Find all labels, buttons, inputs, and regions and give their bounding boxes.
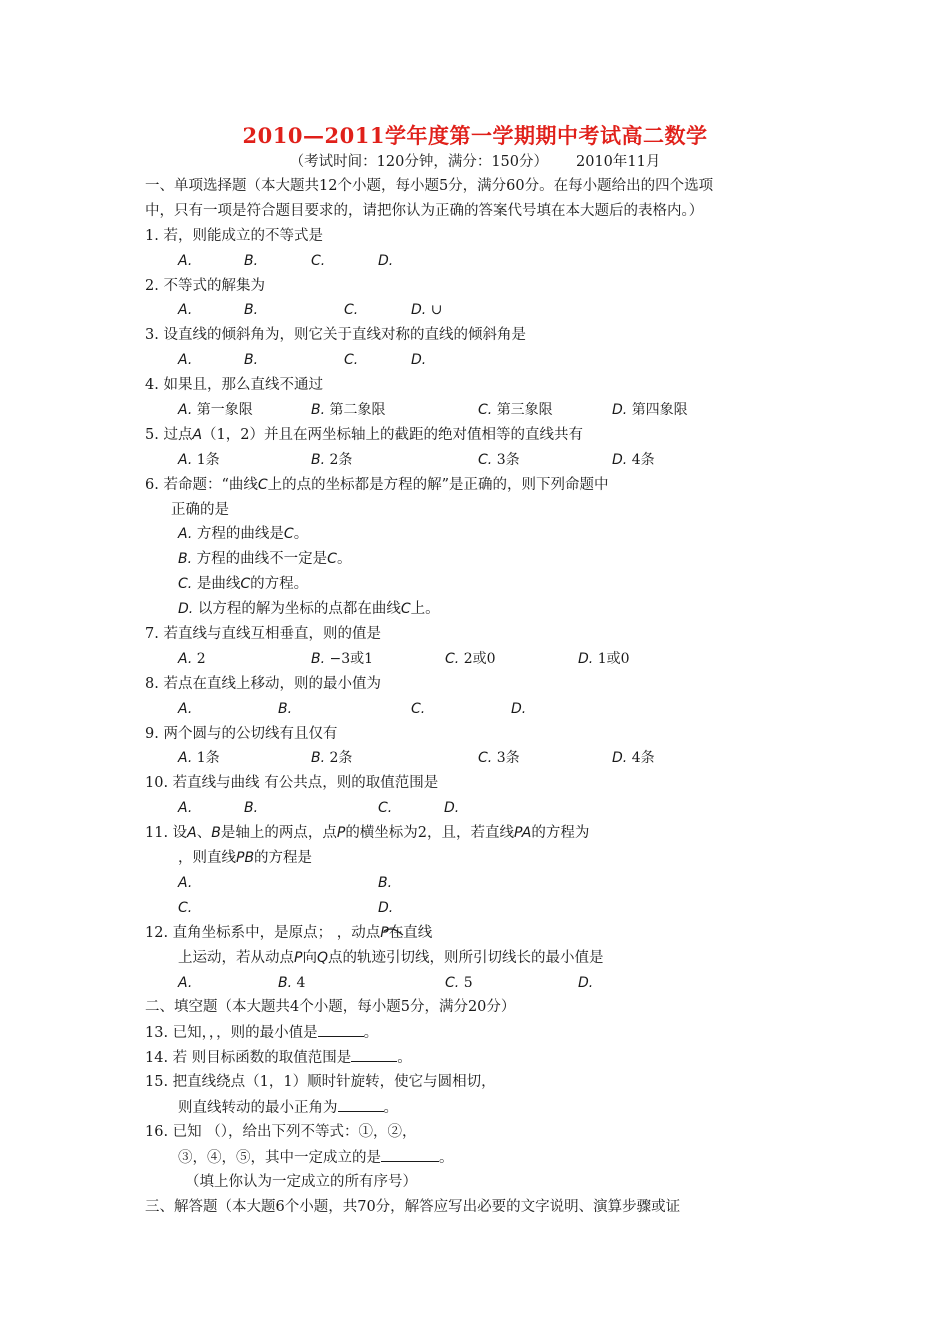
q2-option-a: A. <box>178 302 193 319</box>
q4-option-c: C. 第三象限 <box>478 402 553 419</box>
q12-option-b: B. 4 <box>278 974 306 991</box>
question-14: 14. 若 则目标函数的取值范围是 。 <box>145 1045 825 1070</box>
question-6-stem: 6. 若命题：“曲线C上的点的坐标都是方程的解”是正确的，则下列命题中 <box>145 476 609 493</box>
q8-option-c: C. <box>411 700 426 717</box>
q5-option-a: A. 1条 <box>178 451 220 468</box>
q3-option-c: C. <box>344 352 359 369</box>
q7-option-d: D. 1或0 <box>578 650 630 667</box>
q6-option-a: A. 方程的曲线是C。 <box>178 526 309 543</box>
q8-option-d: D. <box>511 700 527 717</box>
question-12-stem-cont: 上运动，若从动点P向Q点的轨迹引切线，则所引切线长的最小值是 <box>178 949 604 966</box>
question-16-line2: ③，④，⑤，其中一定成立的是 。 <box>145 1145 825 1170</box>
question-11-stem: 11. 设A、B是轴上的两点，点P的横坐标为2，且，若直线PA的方程为 <box>145 825 590 842</box>
q6-option-c: C. 是曲线C的方程。 <box>178 576 309 593</box>
q7-option-c: C. 2或0 <box>445 650 496 667</box>
question-4-stem: 4. 如果且，那么直线不通过 <box>145 377 323 394</box>
q14-answer-blank[interactable] <box>351 1045 397 1062</box>
question-3-stem: 3. 设直线的倾斜角为，则它关于直线对称的直线的倾斜角是 <box>145 327 526 344</box>
question-9-options <box>145 746 825 771</box>
q12-option-c: C. 5 <box>445 974 473 991</box>
section-one-heading: 一、单项选择题（本大题共12个小题，每小题5分，满分60分。在每小题给出的四个选项 <box>145 178 714 194</box>
exam-subtitle <box>0 150 950 171</box>
q9-option-b: B. 2条 <box>311 750 353 767</box>
q4-option-b: B. 第二象限 <box>311 402 386 419</box>
q12-option-d: D. <box>578 974 594 991</box>
question-8-stem: 8. 若点在直线上移动，则的最小值为 <box>145 675 381 692</box>
q11-option-c: C. <box>178 899 193 916</box>
q8-option-b: B. <box>278 700 293 717</box>
exam-title: 2010—2011学年度第一学期期中考试高二数学 <box>242 123 708 148</box>
exam-info: （考试时间：120分钟，满分：150分） <box>289 154 548 170</box>
q10-option-d: D. <box>444 800 460 817</box>
question-10-stem: 10. 若直线与曲线 有公共点，则的取值范围是 <box>145 775 439 792</box>
q6-option-d: D. 以方程的解为坐标的点都在曲线C上。 <box>178 601 440 618</box>
q5-option-b: B. 2条 <box>311 451 353 468</box>
q6-option-b: B. 方程的曲线不一定是C。 <box>178 551 352 568</box>
question-3-options <box>145 348 825 373</box>
section-two-heading: 二、填空题（本大题共4个小题，每小题5分，满分20分） <box>145 999 516 1016</box>
section-three-heading: 三、解答题（本大题6个小题，共70分，解答应写出必要的文字说明、演算步骤或证 <box>145 1198 681 1215</box>
q9-option-c: C. 3条 <box>478 750 520 767</box>
q11-option-b: B. <box>378 874 393 891</box>
q2-option-d: D. ∪ <box>411 302 443 319</box>
q10-option-b: B. <box>244 800 259 817</box>
q4-option-a: A. 第一象限 <box>178 402 253 419</box>
q5-option-d: D. 4条 <box>612 451 655 468</box>
section-one-heading-cont: 中，只有一项是符合题目要求的，请把你认为正确的答案代号填在本大题后的表格内。） <box>145 202 704 219</box>
q8-option-a: A. <box>178 700 193 717</box>
exam-date: 2010年11月 <box>576 154 661 170</box>
q1-option-d: D. <box>378 252 394 269</box>
question-13: 13. 已知，，，则的最小值是 。 <box>145 1020 825 1045</box>
q15-answer-blank[interactable] <box>338 1095 384 1112</box>
question-2-options <box>145 298 825 323</box>
q11-option-a: A. <box>178 874 193 891</box>
q11-option-d: D. <box>378 899 394 916</box>
q4-option-d: D. 第四象限 <box>612 402 688 419</box>
question-8-options <box>145 697 825 722</box>
q10-option-a: A. <box>178 800 193 817</box>
q3-option-d: D. <box>411 352 427 369</box>
q1-option-a: A. <box>178 252 193 269</box>
question-9-stem: 9. 两个圆与的公切线有且仅有 <box>145 725 338 742</box>
question-7-stem: 7. 若直线与直线互相垂直，则的值是 <box>145 626 381 643</box>
q5-option-c: C. 3条 <box>478 451 520 468</box>
question-1-stem: 1. 若，则能成立的不等式是 <box>145 227 323 244</box>
q2-option-c: C. <box>344 302 359 319</box>
question-16-note: （填上你认为一定成立的所有序号） <box>185 1173 417 1190</box>
question-6-stem-cont: 正确的是 <box>171 501 229 518</box>
question-12-stem: 12. 直角坐标系中，是原点； ，动点P在直线 <box>145 924 433 941</box>
q9-option-d: D. 4条 <box>612 750 655 767</box>
q10-option-c: C. <box>378 800 393 817</box>
question-7-options <box>145 647 825 672</box>
arc-glyph-icon <box>383 927 405 937</box>
question-12-options <box>145 971 825 996</box>
q1-option-c: C. <box>311 252 326 269</box>
q7-option-a: A. 2 <box>178 650 206 667</box>
q9-option-a: A. 1条 <box>178 750 220 767</box>
q13-answer-blank[interactable] <box>318 1020 364 1037</box>
question-15-line1: 15. 把直线绕点（1，1）顺时针旋转，使它与圆相切， <box>145 1074 496 1091</box>
question-1-options <box>145 249 825 274</box>
q12-option-a: A. <box>178 974 193 991</box>
exam-body <box>145 174 825 1219</box>
q7-option-b: B. −3或1 <box>311 650 374 667</box>
question-11-options-row2 <box>145 896 825 921</box>
q3-option-b: B. <box>244 352 259 369</box>
q3-option-a: A. <box>178 352 193 369</box>
question-2-stem: 2. 不等式的解集为 <box>145 277 265 294</box>
question-11-stem-cont: ，则直线PB的方程是 <box>178 850 313 867</box>
q2-option-b: B. <box>244 302 259 319</box>
q16-answer-blank[interactable] <box>381 1145 439 1162</box>
q1-option-b: B. <box>244 252 259 269</box>
question-5-options <box>145 448 825 473</box>
question-5-stem: 5. 过点A（1，2）并且在两坐标轴上的截距的绝对值相等的直线共有 <box>145 426 583 443</box>
question-4-options <box>145 398 825 423</box>
question-10-options <box>145 796 825 821</box>
question-11-options-row1 <box>145 871 825 896</box>
question-15-line2: 则直线转动的最小正角为 。 <box>145 1095 825 1120</box>
question-16-line1: 16. 已知 （），给出下列不等式：①，②， <box>145 1123 417 1140</box>
